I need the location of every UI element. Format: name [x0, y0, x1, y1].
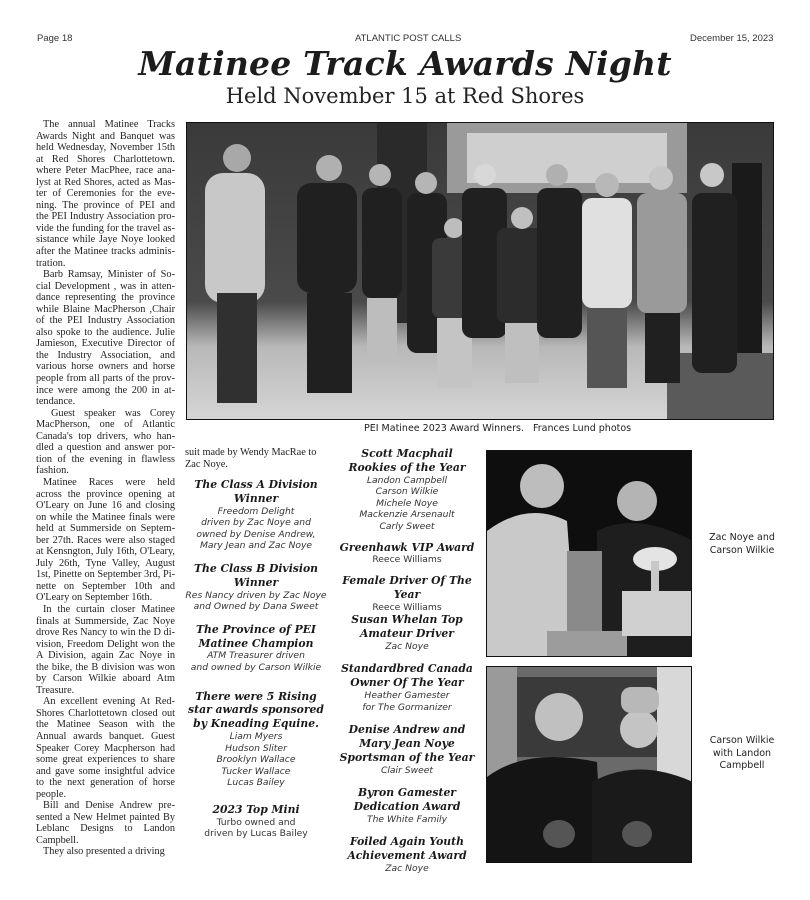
- awards-column-right: [336, 447, 478, 884]
- award-recipient: Liam Myers: [229, 730, 283, 742]
- award-title: There were 5 Rising star awards sponsored by Kneading Equine.: [188, 689, 324, 731]
- award-recipient: driven by Zac Noye and: [201, 517, 311, 529]
- award-sportsman: [336, 723, 478, 776]
- trophy-photo: [486, 450, 692, 657]
- award-recipient: and owned by Carson Wilkie: [190, 661, 322, 673]
- award-pei-champion: [185, 623, 327, 674]
- award-recipient: Carly Sweet: [379, 520, 435, 532]
- award-class-a: [185, 478, 327, 552]
- award-title: Susan Whelan Top Amateur Driver: [351, 613, 463, 640]
- article-paragraph: Barb Ramsay, Minister of Social Development , was in attendance representing the province while Blaine MacPherson ,Chair of the PEI Industry Association also spoke to the audience. Julie Jamieson, Executive Director of the Industry Association, and various horse owners and horse people from all parts of the province were among the 200 in attendance.: [36, 269, 175, 408]
- rookies-photo: [486, 666, 692, 863]
- award-dedication: [336, 786, 478, 825]
- award-recipient: driven by Lucas Bailey: [204, 828, 308, 840]
- group-photo-image: [187, 123, 774, 420]
- article-paragraph: The annual Matinee Tracks Awards Night and Banquet was held Wednesday, November 15th at Red Shores Charlottetown. where Peter MacPhee, race analyst at Red Shores, acted as Master of Ceremonies for the evening. The province of PEI and the PEI Industry Association provide the funding for the travel assistance while Jaye Noye looked after the Matinee tracks administration.: [36, 119, 175, 269]
- award-recipient: Michele Noye: [376, 497, 438, 509]
- award-recipient: Freedom Delight: [217, 505, 295, 517]
- award-recipient: Brooklyn Wallace: [216, 754, 296, 766]
- article-paragraph: They also presented a driving: [43, 846, 165, 858]
- award-recipient: Hudson Sliter: [225, 742, 287, 754]
- rookies-photo-image: [487, 667, 692, 863]
- award-recipient: Reece Williams: [372, 601, 442, 613]
- award-recipient: Lucas Bailey: [227, 777, 285, 789]
- page-number: Page 18: [37, 33, 73, 44]
- award-recipient: Turbo owned and: [216, 816, 296, 828]
- award-title: Denise Andrew and Mary Jean Noye Sportsman of the Year: [339, 723, 475, 764]
- award-youth-achievement: [336, 835, 478, 874]
- award-recipient: Reece Williams: [372, 554, 442, 566]
- group-photo-caption: PEI Matinee 2023 Award Winners. Frances Lund photos: [364, 423, 632, 434]
- group-photo: [186, 122, 774, 420]
- award-top-amateur: [336, 613, 478, 652]
- award-class-b: [185, 562, 327, 613]
- award-recipient: Carson Wilkie: [375, 486, 439, 498]
- award-greenhawk-vip: [336, 541, 478, 566]
- subheadline: Held November 15 at Red Shores: [225, 84, 585, 108]
- award-recipient: for The Gormanizer: [362, 701, 452, 713]
- award-owner-of-year: [336, 662, 478, 713]
- award-title: 2023 Top Mini: [212, 802, 300, 816]
- article-continuation: suit made by Wendy MacRae to Zac Noye.: [185, 447, 317, 470]
- awards-column-left: [185, 447, 327, 850]
- award-title: The Class A Division Winner: [194, 478, 318, 505]
- award-title: Byron Gamester Dedication Award: [353, 786, 461, 813]
- award-recipient: ATM Treasurer driven: [207, 650, 305, 662]
- award-title: Greenhawk VIP Award: [339, 540, 475, 554]
- trophy-photo-image: [487, 451, 692, 657]
- award-title: Foiled Again Youth Achievement Award: [347, 835, 467, 863]
- award-recipient: Mary Jean and Zac Noye: [199, 540, 313, 552]
- award-top-mini: [185, 803, 327, 840]
- article-body: [36, 119, 175, 858]
- trophy-photo-caption: Zac Noye and Carson Wilkie: [709, 532, 775, 556]
- award-title: Female Driver Of The Year: [342, 573, 472, 601]
- article-paragraph: An excellent evening At Red-Shores Charlottetown closed out the Matinee Season with the Annual awards banquet. Guest Speaker Corey Macpherson had some great experiences to share and gave some insightful advice to the next generation of horse people.: [36, 696, 175, 800]
- award-recipient: Heather Gamester: [364, 689, 450, 701]
- award-female-driver: [336, 574, 478, 613]
- article-paragraph: Matinee Races were held across the province opening at O'Leary on June 16 and closing on while the Matinee finals were held at Summerside on September 27th. Races were also staged at Kensngton, July 16th, O'Leary, July 26th, Tyne Valley, August 1st, Pinette on September 3rd, Pinette on September 10th and O'Leary on September 16th.: [36, 476, 175, 604]
- award-recipient: Clair Sweet: [380, 764, 434, 776]
- award-recipient: Zac Noye: [385, 862, 429, 874]
- award-recipient: Zac Noye: [385, 640, 429, 652]
- award-recipient: owned by Denise Andrew,: [196, 528, 316, 540]
- award-title: Standardbred Canada Owner Of The Year: [341, 662, 473, 690]
- headline: Matinee Track Awards Night: [138, 44, 672, 83]
- award-title: The Class B Division Winner: [193, 561, 319, 589]
- award-recipient: Tucker Wallace: [221, 765, 291, 777]
- article-paragraph: In the curtain closer Matinee finals at Summerside, Zac Noye drove Res Nancy to win the D division, Freedom Delight won the A Division, again Zac Noye in the bike, the B division was won by Carson Wilkie aboard Atm Treasure.: [36, 603, 175, 696]
- award-recipient: Landon Campbell: [366, 474, 448, 486]
- publication-name: ATLANTIC POST CALLS: [355, 33, 462, 44]
- article-paragraph: Bill and Denise Andrew presented a New Helmet painted By Leblanc Designs to Landon Campbell.: [36, 800, 175, 846]
- rookies-photo-caption: Carson Wilkie with Landon Campbell: [709, 735, 775, 771]
- article-paragraph: Guest speaker was Corey MacPherson, one of Atlantic Canada's top drivers, who handled a question and answer portion of the evening in flawless fashion.: [36, 407, 175, 477]
- award-recipient: and Owned by Dana Sweet: [193, 601, 319, 613]
- award-title: The Province of PEI Matinee Champion: [196, 622, 316, 650]
- award-title: Scott Macphail Rookies of the Year: [348, 447, 466, 474]
- award-recipient: Res Nancy driven by Zac Noye: [185, 589, 327, 601]
- issue-date: December 15, 2023: [690, 33, 774, 44]
- award-recipient: The White Family: [366, 813, 448, 825]
- award-rising-star: [185, 690, 327, 789]
- award-rookies: [336, 447, 478, 533]
- award-recipient: Mackenzie Arsenault: [359, 509, 455, 521]
